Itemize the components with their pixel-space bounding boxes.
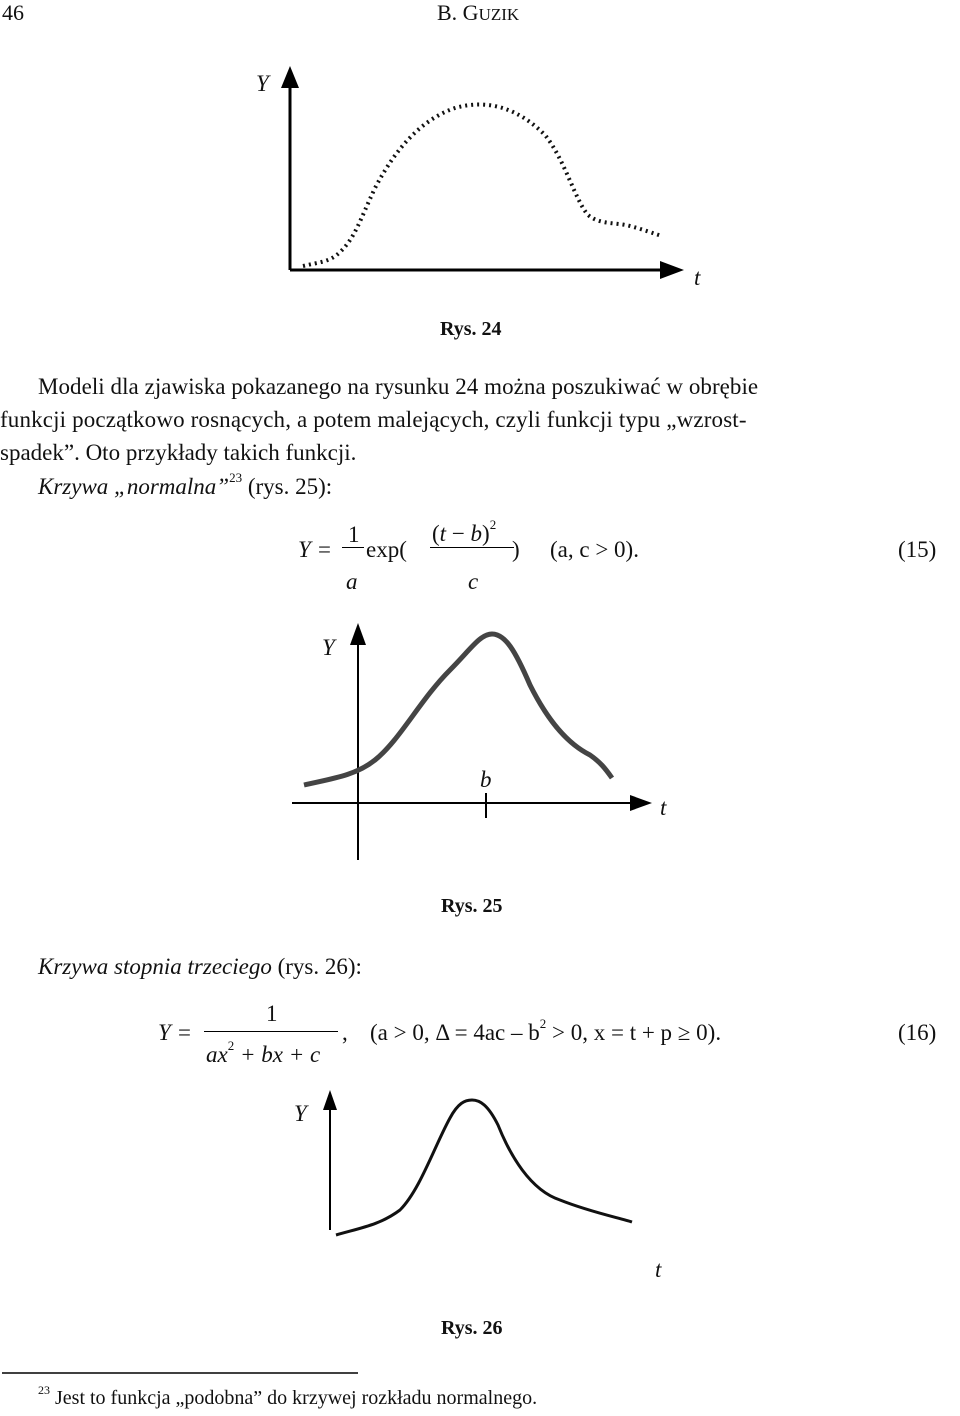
- page-number: 46: [2, 0, 24, 25]
- paragraph-line-1: Modeli dla zjawiska pokazanego na rysunku 24 można poszukiwać w obrębie: [38, 374, 759, 399]
- krzywa-normalna-line: [38, 470, 333, 500]
- paragraph-line-2: funkcji początkowo rosnących, a potem malejących, czyli funkcji typu „wzrost-: [0, 407, 747, 432]
- fig25-x-arrow: [630, 795, 652, 811]
- eq16-bar: [204, 1031, 338, 1032]
- eq16-condition-a: (a > 0, Δ = 4ac – b: [370, 1020, 540, 1045]
- fig26-x-label: t: [655, 1257, 662, 1282]
- fig24-y-label: Y: [256, 71, 269, 96]
- running-head-rest: UZIK: [478, 5, 520, 24]
- eq16-condition-b: > 0, x = t + p ≥ 0).: [546, 1020, 722, 1045]
- eq16-lhs: Y =: [158, 1020, 193, 1045]
- eq15-frac2-bar: [430, 547, 514, 548]
- footnote-number: 23: [38, 1383, 50, 1397]
- footnote: [38, 1383, 538, 1409]
- eq16-condition-pow: 2: [539, 1016, 547, 1031]
- paragraph-line-3: spadek”. Oto przykłady takich funkcji.: [0, 440, 357, 465]
- eq16-den: [206, 1038, 321, 1067]
- eq16-number: (16): [898, 1020, 937, 1045]
- footnote-text: Jest to funkcja „podobna” do krzywej rozkładu normalnego.: [55, 1387, 538, 1409]
- fig25-caption: Rys. 25: [441, 895, 503, 917]
- fig24-axes: [290, 80, 665, 270]
- fig24-x-label: t: [694, 265, 701, 290]
- krzywa-trzeciego-line: [38, 954, 362, 980]
- eq16-den-ax: ax: [206, 1042, 228, 1067]
- eq16-den-rest: + bx + c: [234, 1042, 321, 1067]
- rys26-ref: (rys. 26):: [271, 954, 362, 979]
- eq16-num: 1: [266, 1001, 278, 1026]
- fig26-peak-curve: [336, 1100, 632, 1235]
- eq15-frac2-num: [432, 517, 497, 546]
- fig26-caption: Rys. 26: [441, 1317, 503, 1339]
- krzywa-trzeciego-title: Krzywa stopnia trzeciego: [38, 954, 272, 979]
- fig25-y-arrow: [350, 623, 366, 645]
- rys25-ref: (rys. 25):: [242, 474, 333, 499]
- eq15-frac1-den: a: [346, 569, 358, 594]
- eq15-condition: (a, c > 0).: [550, 537, 639, 562]
- eq16-comma: ,: [342, 1020, 348, 1045]
- fig25-bell-curve: [304, 634, 612, 785]
- footnote-ref: 23: [229, 470, 243, 485]
- eq15-number: (15): [898, 537, 937, 562]
- fig24-y-arrow: [281, 66, 299, 88]
- eq15-frac1-num: 1: [348, 522, 360, 547]
- eq15-num-b: b: [470, 521, 483, 546]
- krzywa-normalna-title: Krzywa „normalna”: [38, 474, 230, 499]
- fig26-y-label: Y: [294, 1101, 307, 1126]
- eq15-frac2-den: c: [468, 569, 479, 594]
- fig25-x-label: t: [660, 795, 667, 820]
- fig24-x-arrow: [660, 261, 684, 279]
- eq15-exp: exp(: [366, 537, 407, 562]
- fig25-y-label: Y: [322, 635, 335, 660]
- eq15-frac1-bar: [342, 547, 364, 548]
- eq15-num-t: t: [439, 521, 447, 546]
- fig24-dotted-curve: [303, 104, 662, 266]
- eq15-lhs: Y =: [298, 537, 333, 562]
- fig24-caption: Rys. 24: [440, 318, 502, 340]
- eq15-num-open: (: [432, 521, 440, 546]
- eq16-condition: [370, 1016, 722, 1045]
- running-head-initial: B. G: [437, 0, 479, 25]
- eq15-close: ): [512, 537, 520, 562]
- fig25-b-label: b: [480, 767, 492, 792]
- eq16-den-pow: 2: [227, 1038, 235, 1053]
- eq15-num-close: ): [482, 521, 490, 546]
- fig26-y-arrow: [323, 1090, 337, 1110]
- eq15-num-minus: −: [446, 521, 471, 546]
- eq15-num-pow: 2: [489, 517, 497, 532]
